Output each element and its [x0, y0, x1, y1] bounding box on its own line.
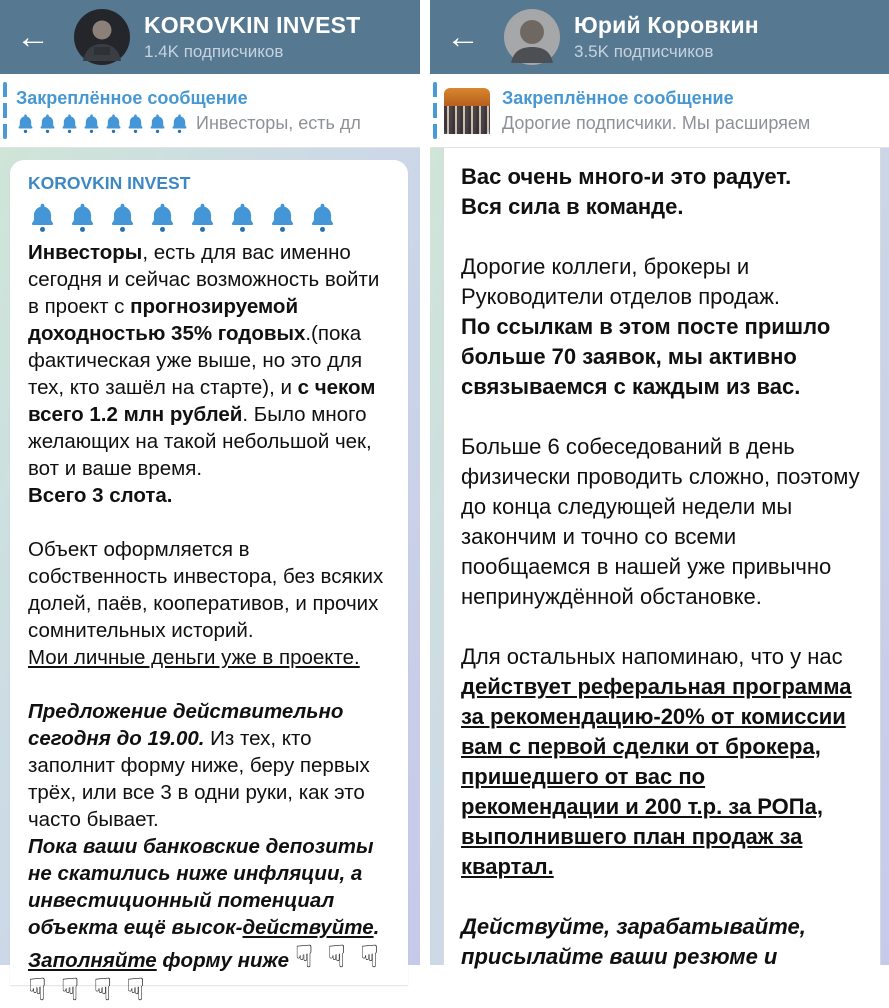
bell-icon — [68, 202, 97, 233]
bell-icon — [228, 202, 257, 233]
channel-title[interactable]: KOROVKIN INVEST — [144, 12, 361, 38]
channel-avatar[interactable] — [74, 9, 130, 65]
chat-header-left — [0, 0, 420, 74]
message-paragraph: Дорогие коллеги, брокеры и Руководители отделов продаж. По ссылкам в этом посте пришло больше 70 заявок, мы активно связываемся с каждым из вас. — [461, 254, 831, 399]
pinned-thumbnail — [444, 88, 490, 134]
bell-icon — [148, 202, 177, 233]
channel-title[interactable]: Юрий Коровкин — [574, 12, 759, 38]
message-paragraph: Для остальных напоминаю, что у нас действует реферальная программа за рекомендацию-20% от комиссии вам с первой сделки от брокера, пришедшего от вас по рекомендации и 200 т.р. за РОПа, выполнившего план продаж за квартал. — [461, 644, 852, 879]
message-paragraph: Инвесторы, есть для вас именно сегодня и сейчас возможность войти в проект с прогнозируемой доходностью 35% годовых.(пока фактическая уже выше, но это для тех, кто зашёл на старте), и с чеком всего 1.2 млн рублей. Было много желающих на такой небольшой чек, вот и ваше время. Всего 3 слота. — [28, 241, 380, 507]
chat-background — [0, 148, 420, 1008]
message-sheet — [443, 148, 881, 969]
bell-icon — [308, 202, 337, 233]
message-text — [461, 162, 864, 972]
bell-icon — [38, 113, 57, 134]
pin-indicator — [433, 82, 437, 139]
message-text — [28, 239, 390, 1007]
avatar-portrait-light — [504, 9, 560, 65]
bell-icon — [104, 113, 123, 134]
message-bells — [28, 202, 390, 233]
message-paragraph: Предложение действительно сегодня до 19.00. Из тех, кто заполнит форму ниже, беру первых трёх, или все 3 в одни руки, как это часто бывает. Пока ваши банковские депозиты не скатились ниже инфляции, а инвестиционный потенциал объекта ещё высок-действуйте. Заполняйте форму ниже ☟ ☟ ☟ ☟ ☟ ☟ ☟ — [28, 700, 382, 1008]
message-paragraph: Объект оформляется в собственность инвестора, без всяких долей, паёв, кооперативов, и прочих сомнительных историй. Мои личные деньги уже в проекте. — [28, 538, 384, 669]
pin-indicator — [3, 82, 7, 139]
pinned-preview-text: Дорогие подписчики. Мы расширяем — [502, 112, 811, 133]
message-paragraph: Больше 6 собеседований в день физически проводить сложно, поэтому до конца следующей недели мы закончим и точно со всеми пообщаемся в нашей уже привычно непринуждённой обстановке. — [461, 434, 860, 609]
channel-avatar[interactable] — [504, 9, 560, 65]
subscriber-count: 1.4K подписчиков — [144, 42, 284, 61]
avatar-portrait-dark — [74, 9, 130, 65]
back-button[interactable]: ← — [16, 18, 50, 56]
message-paragraph: Действуйте, зарабатывайте, присылайте ваши резюме и — [461, 914, 806, 969]
bell-icon — [108, 202, 137, 233]
bell-icon — [82, 113, 101, 134]
message-bubble — [10, 160, 408, 1008]
pinned-preview-text: Инвесторы, есть дл — [196, 112, 361, 133]
chat-background — [430, 148, 889, 969]
bell-icon — [28, 202, 57, 233]
message-paragraph: Вас очень много-и это радует. Вся сила в команде. — [461, 164, 792, 219]
bell-icon — [170, 113, 189, 134]
pinned-bells — [16, 113, 189, 134]
subscriber-count: 3.5K подписчиков — [574, 42, 714, 61]
screenshot-right — [430, 0, 889, 969]
pointing-down-hand-icon: ☟ ☟ ☟ ☟ ☟ ☟ ☟ — [28, 939, 382, 1008]
bell-icon — [268, 202, 297, 233]
pinned-message-bar[interactable] — [430, 74, 889, 148]
bell-icon — [126, 113, 145, 134]
bell-icon — [60, 113, 79, 134]
bell-icon — [188, 202, 217, 233]
bell-icon — [16, 113, 35, 134]
pinned-label: Закреплённое сообщение — [502, 87, 734, 108]
screenshot-left — [0, 0, 420, 1008]
back-button[interactable]: ← — [446, 18, 480, 56]
bell-icon — [148, 113, 167, 134]
chat-header-right — [430, 0, 889, 74]
pinned-message-bar[interactable] — [0, 74, 420, 148]
message-sender[interactable]: KOROVKIN INVEST — [28, 173, 191, 193]
pinned-label: Закреплённое сообщение — [16, 87, 248, 108]
